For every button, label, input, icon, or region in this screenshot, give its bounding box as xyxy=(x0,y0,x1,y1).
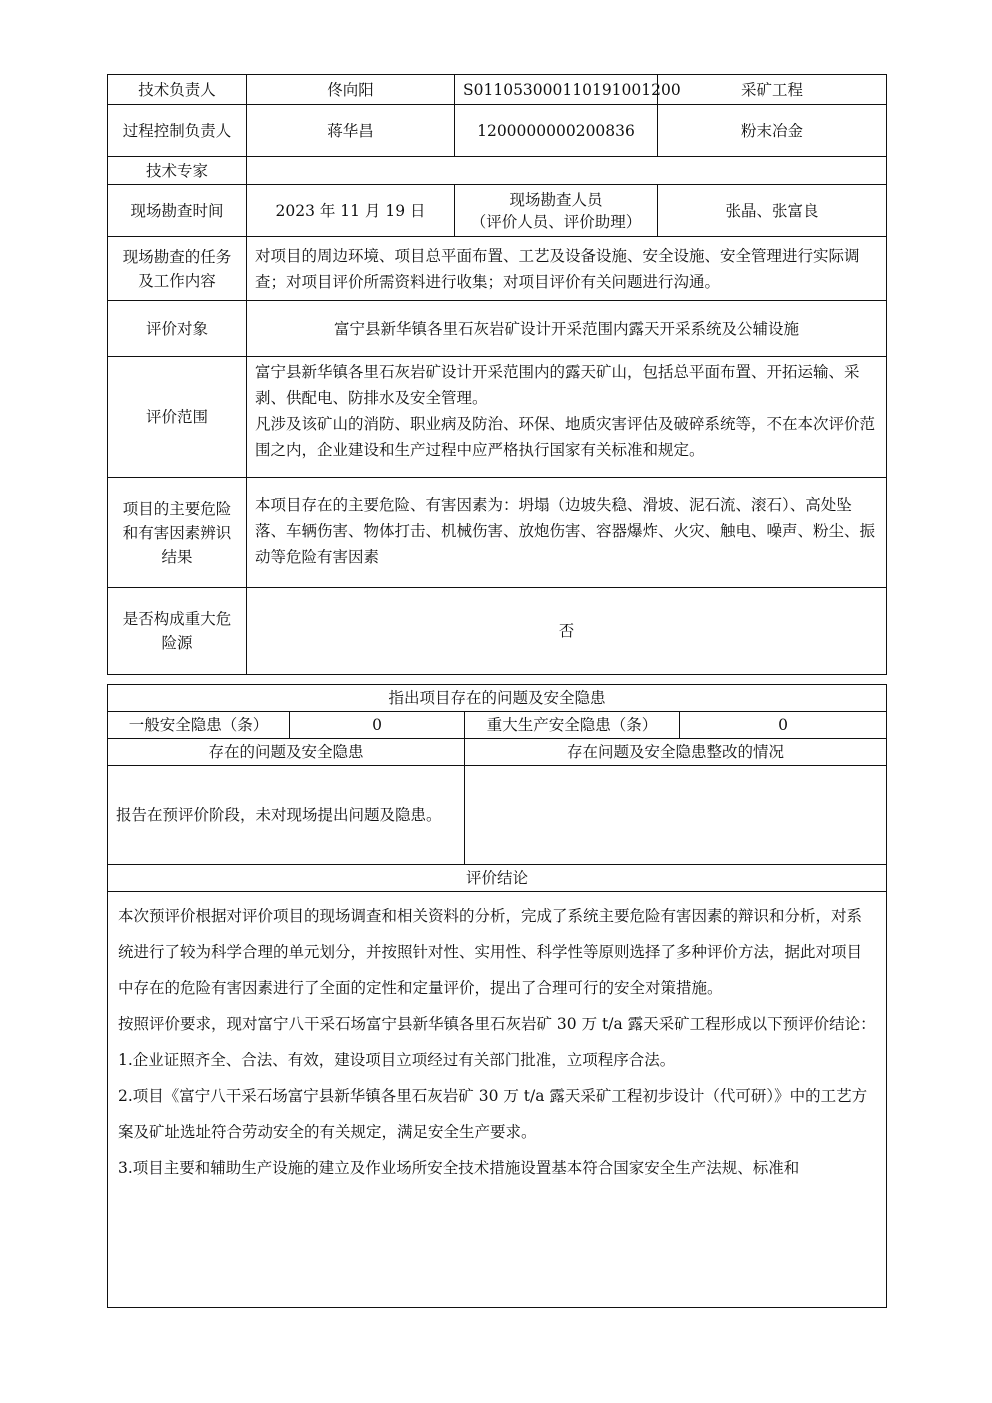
survey-time-value: 2023 年 11 月 19 日 xyxy=(247,185,455,237)
conclusion-paragraph: 本次预评价根据对评价项目的现场调查和相关资料的分析，完成了系统主要危险有害因素的辩识和分析，对系统进行了较为科学合理的单元划分，并按照针对性、实用性、科学性等原则选择了多种评价方法，据此对项目中存在的危险有害因素进行了全面的定性和定量评价，提出了合理可行的安全对策措施。 xyxy=(118,907,863,997)
conclusion-paragraph: 3.项目主要和辅助生产设施的建立及作业场所安全技术措施设置基本符合国家安全生产法规、标准和 xyxy=(118,1159,800,1177)
general-hazard-label: 一般安全隐患（条） xyxy=(108,712,290,739)
tech-lead-cert: S011053000110191001200 xyxy=(455,75,658,105)
major-hazard-label: 是否构成重大危险源 xyxy=(108,588,247,675)
process-lead-name: 蒋华昌 xyxy=(247,105,455,157)
object-label: 评价对象 xyxy=(108,301,247,357)
scope-paragraph-2: 凡涉及该矿山的消防、职业病及防治、环保、地质灾害评估及破碎系统等，不在本次评价范围之内，企业建设和生产过程中应严格执行国家有关标准和规定。 xyxy=(255,415,876,459)
hazards-label: 项目的主要危险和有害因素辨识结果 xyxy=(108,478,247,588)
info-table xyxy=(107,74,887,675)
major-hazard-count-label: 重大生产安全隐患（条） xyxy=(465,712,680,739)
process-lead-label: 过程控制负责人 xyxy=(108,105,247,157)
rectify-text xyxy=(465,766,887,865)
survey-staff-label xyxy=(455,185,658,237)
conclusion-paragraph: 1.企业证照齐全、合法、有效，建设项目立项经过有关部门批准，立项程序合法。 xyxy=(118,1051,676,1069)
tech-expert-value xyxy=(247,157,887,185)
major-hazard-count: 0 xyxy=(680,712,887,739)
survey-staff-title: 现场勘查人员 xyxy=(509,190,603,209)
conclusion-body xyxy=(108,892,887,1308)
tech-lead-name: 佟向阳 xyxy=(247,75,455,105)
process-lead-major: 粉末冶金 xyxy=(658,105,887,157)
issues-title: 指出项目存在的问题及安全隐患 xyxy=(108,685,887,712)
scope-label: 评价范围 xyxy=(108,357,247,478)
survey-task-label: 现场勘查的任务及工作内容 xyxy=(108,237,247,301)
conclusion-paragraph: 2.项目《富宁八干采石场富宁县新华镇各里石灰岩矿 30 万 t/a 露天采矿工程初步设计（代可研）》中的工艺方案及矿址选址符合劳动安全的有关规定，满足安全生产要求。 xyxy=(118,1087,868,1141)
survey-task-value: 对项目的周边环境、项目总平面布置、工艺及设备设施、安全设施、安全管理进行实际调查；对项目评价所需资料进行收集；对项目评价有关问题进行沟通。 xyxy=(247,237,887,301)
problems-header: 存在的问题及安全隐患 xyxy=(108,739,465,766)
tech-lead-label: 技术负责人 xyxy=(108,75,247,105)
problems-text: 报告在预评价阶段，未对现场提出问题及隐患。 xyxy=(108,766,465,865)
major-hazard-value: 否 xyxy=(247,588,887,675)
general-hazard-count: 0 xyxy=(290,712,465,739)
survey-staff-subtitle: （评价人员、评价助理） xyxy=(470,212,642,231)
object-value: 富宁县新华镇各里石灰岩矿设计开采范围内露天开采系统及公辅设施 xyxy=(247,301,887,357)
conclusion-paragraph: 按照评价要求，现对富宁八干采石场富宁县新华镇各里石灰岩矿 30 万 t/a 露天采矿工程形成以下预评价结论： xyxy=(118,1015,876,1033)
scope-paragraph-1: 富宁县新华镇各里石灰岩矿设计开采范围内的露天矿山，包括总平面布置、开拓运输、采剥、供配电、防排水及安全管理。 xyxy=(255,363,860,407)
survey-staff-value: 张晶、张富良 xyxy=(658,185,887,237)
survey-time-label: 现场勘查时间 xyxy=(108,185,247,237)
conclusion-title: 评价结论 xyxy=(108,865,887,892)
issues-table xyxy=(107,684,887,1308)
hazards-value: 本项目存在的主要危险、有害因素为：坍塌（边坡失稳、滑坡、泥石流、滚石）、高处坠落、车辆伤害、物体打击、机械伤害、放炮伤害、容器爆炸、火灾、触电、噪声、粉尘、振动等危险有害因素 xyxy=(247,478,887,588)
tech-lead-major: 采矿工程 xyxy=(658,75,887,105)
tech-expert-label: 技术专家 xyxy=(108,157,247,185)
rectify-header: 存在问题及安全隐患整改的情况 xyxy=(465,739,887,766)
scope-value xyxy=(247,357,887,478)
process-lead-cert: 1200000000200836 xyxy=(455,105,658,157)
